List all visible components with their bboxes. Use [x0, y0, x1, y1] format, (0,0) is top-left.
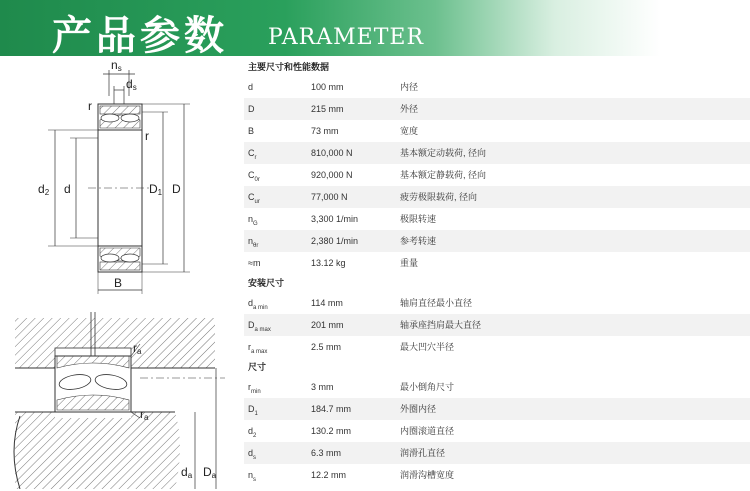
param-value: 13.12 kg — [311, 258, 346, 268]
param-symbol: B — [248, 126, 255, 136]
param-description: 最小倒角尺寸 — [400, 382, 455, 392]
parameter-table — [244, 58, 750, 486]
param-description: 润滑孔直径 — [400, 448, 446, 458]
param-description: 参考转速 — [400, 236, 437, 246]
param-description: 轴承座挡肩最大直径 — [400, 320, 482, 330]
param-symbol: $r_{a max}$ — [248, 342, 268, 355]
table-row — [244, 292, 750, 314]
label-ns: ns — [111, 58, 122, 73]
table-row — [244, 252, 750, 274]
label-r-top: r — [88, 99, 92, 113]
label-r-right: r — [145, 129, 149, 143]
label-D1: D1 — [149, 182, 163, 197]
param-description: 外圈内径 — [400, 404, 437, 414]
section-title: 安装尺寸 — [248, 278, 285, 288]
param-symbol: $n_G$ — [248, 214, 258, 227]
label-D: D — [172, 182, 181, 196]
section-title: 尺寸 — [248, 362, 267, 372]
table-row — [244, 142, 750, 164]
table-row — [244, 314, 750, 336]
table-row — [244, 376, 750, 398]
param-description: 基本额定动载荷, 径向 — [400, 148, 487, 158]
section-title: 主要尺寸和性能数据 — [248, 62, 330, 72]
param-symbol: $n_s$ — [248, 470, 257, 483]
param-symbol: $D_1$ — [248, 404, 258, 417]
bearing-diagrams — [0, 56, 240, 489]
label-ra-top: ra — [133, 341, 142, 356]
table-row — [244, 442, 750, 464]
param-value: 184.7 mm — [311, 404, 352, 414]
table-row — [244, 208, 750, 230]
param-value: 114 mm — [311, 298, 343, 308]
param-description: 内圈滚道直径 — [400, 426, 455, 436]
param-symbol: $d_2$ — [248, 426, 257, 439]
param-value: 6.3 mm — [311, 448, 342, 458]
table-row — [244, 336, 750, 358]
param-description: 轴肩直径最小直径 — [400, 298, 473, 308]
param-description: 内径 — [400, 82, 419, 92]
param-symbol: $r_{min}$ — [248, 382, 261, 395]
param-value: 73 mm — [311, 126, 339, 136]
label-ra-bottom: ra — [140, 407, 149, 422]
param-symbol: $D_{a max}$ — [248, 320, 271, 333]
param-value: 77,000 N — [311, 192, 348, 202]
param-description: 疲劳极限载荷, 径向 — [400, 192, 478, 202]
param-description: 宽度 — [400, 126, 419, 136]
table-row — [244, 164, 750, 186]
table-row — [244, 98, 750, 120]
table-row — [244, 398, 750, 420]
param-value: 201 mm — [311, 320, 344, 330]
label-d2: d2 — [38, 182, 50, 197]
param-description: 外径 — [400, 104, 419, 114]
param-description: 基本额定静载荷, 径向 — [400, 170, 487, 180]
table-row — [244, 464, 750, 486]
table-row — [244, 420, 750, 442]
param-symbol: $C_{0r}$ — [248, 170, 260, 183]
table-row — [244, 230, 750, 252]
param-symbol: D — [248, 104, 255, 114]
param-value: 3 mm — [311, 382, 334, 392]
param-symbol: $C_r$ — [248, 148, 257, 161]
param-symbol: ≈m — [248, 258, 261, 268]
table-row — [244, 186, 750, 208]
table-row — [244, 120, 750, 142]
header-title-en: PARAMETER — [268, 25, 425, 50]
param-value: 100 mm — [311, 82, 344, 92]
label-d: d — [64, 182, 71, 196]
param-description: 润滑沟槽宽度 — [400, 470, 455, 480]
header-title-cn: 产品参数 — [52, 13, 228, 59]
param-value: 215 mm — [311, 104, 344, 114]
param-symbol: $n_{\theta r}$ — [248, 236, 259, 249]
param-value: 920,000 N — [311, 170, 353, 180]
label-ds: ds — [126, 77, 137, 92]
param-description: 极限转速 — [400, 214, 437, 224]
label-B: B — [114, 276, 123, 290]
label-Da: Da — [203, 465, 217, 480]
param-value: 12.2 mm — [311, 470, 347, 480]
param-symbol: d — [248, 82, 254, 92]
param-symbol: $d_{a min}$ — [248, 298, 268, 311]
table-row — [244, 76, 750, 98]
mounting-diagram — [14, 312, 225, 489]
param-value: 2,380 1/min — [311, 236, 359, 246]
param-symbol: $d_s$ — [248, 448, 257, 461]
header-banner — [0, 0, 750, 59]
param-description: 重量 — [400, 258, 419, 268]
param-description: 最大凹穴半径 — [400, 342, 455, 352]
label-da: da — [181, 465, 193, 480]
param-symbol: $C_{ur}$ — [248, 192, 260, 205]
param-value: 2.5 mm — [311, 342, 342, 352]
param-value: 810,000 N — [311, 148, 353, 158]
param-value: 130.2 mm — [311, 426, 352, 436]
param-value: 3,300 1/min — [311, 214, 359, 224]
